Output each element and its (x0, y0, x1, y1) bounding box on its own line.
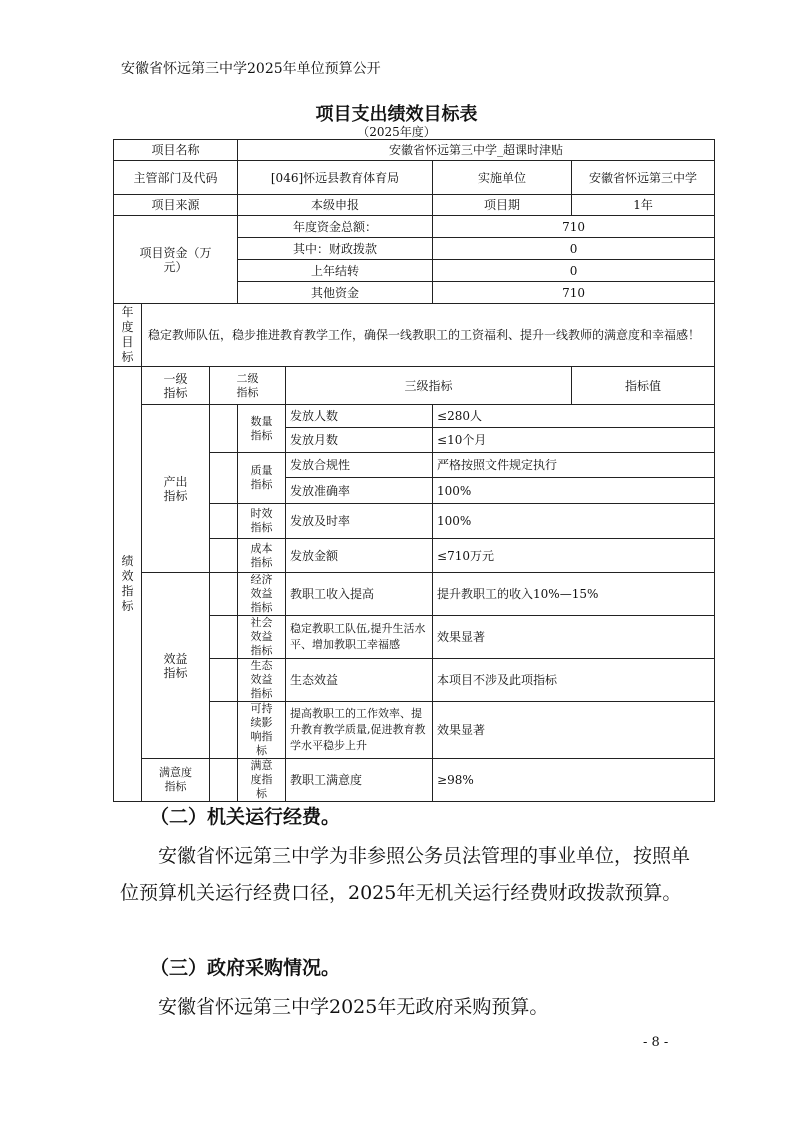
fund-value: 0 (433, 238, 715, 260)
period-value: 1年 (572, 195, 715, 216)
fund-value: 710 (433, 282, 715, 304)
perf-indicators-label: 绩效指标 (114, 367, 142, 802)
indicator-value: ≤10个月 (433, 428, 715, 453)
blank-cell (210, 504, 238, 539)
indicator-name: 生态效益 (286, 659, 433, 702)
blank-cell (210, 702, 238, 759)
impl-value: 安徽省怀远第三中学 (572, 161, 715, 195)
output-indicators-label: 产出指标 (142, 405, 210, 573)
source-label: 项目来源 (114, 195, 238, 216)
indicator-value: 提升教职工的收入10%—15% (433, 573, 715, 616)
indicator-name: 发放人数 (286, 405, 433, 428)
section-body: 安徽省怀远第三中学为非参照公务员法管理的事业单位，按照单位预算机关运行经费口径，2025年无机关运行经费财政拨款预算。 (120, 845, 691, 904)
period-label: 项目期 (433, 195, 572, 216)
blank-cell (210, 539, 238, 573)
fund-value: 710 (433, 216, 715, 238)
section-body: 安徽省怀远第三中学2025年无政府采购预算。 (158, 996, 549, 1018)
indicator-name: 发放月数 (286, 428, 433, 453)
blank-cell (210, 759, 238, 802)
indicator-name: 发放及时率 (286, 504, 433, 539)
table-year: （2025年度） (357, 125, 436, 139)
dept-value: [046]怀远县教育体育局 (238, 161, 433, 195)
econ-benefit-label: 经济效益指标 (238, 573, 286, 616)
header-level2: 二级指标 (210, 367, 286, 405)
sustain-label: 可持续影响指标 (238, 702, 286, 759)
fund-label: 年度资金总额： (238, 216, 433, 238)
blank-cell (210, 573, 238, 616)
satisfaction-label: 满意度指标 (142, 759, 210, 802)
project-name-label: 项目名称 (114, 140, 238, 161)
annual-goal-label: 年度目标 (114, 304, 142, 367)
social-benefit-label: 社会效益指标 (238, 616, 286, 659)
impl-label: 实施单位 (433, 161, 572, 195)
fund-label: 其他资金 (238, 282, 433, 304)
eco-benefit-label: 生态效益指标 (238, 659, 286, 702)
table-title: 项目支出绩效目标表 (315, 104, 478, 125)
header-value: 指标值 (572, 367, 715, 405)
fund-label: 其中：财政拨款 (238, 238, 433, 260)
indicator-value: ≤280人 (433, 405, 715, 428)
indicator-name: 发放合规性 (286, 453, 433, 478)
indicator-value: 严格按照文件规定执行 (433, 453, 715, 478)
blank-cell (210, 616, 238, 659)
section-heading: （二）机关运行经费。 (150, 806, 341, 828)
header-level3: 三级指标 (286, 367, 572, 405)
cost-label: 成本指标 (238, 539, 286, 573)
quantity-label: 数量指标 (238, 405, 286, 453)
indicator-name: 提高教职工的工作效率、提升教育教学质量,促进教育教学水平稳步上升 (286, 702, 433, 759)
project-name-value: 安徽省怀远第三中学_超课时津贴 (238, 140, 715, 161)
indicator-name: 稳定教职工队伍,提升生活水平、增加教职工幸福感 (286, 616, 433, 659)
benefit-indicators-label: 效益指标 (142, 573, 210, 759)
timeliness-label: 时效指标 (238, 504, 286, 539)
blank-cell (210, 405, 238, 453)
indicator-value: 100% (433, 504, 715, 539)
indicator-value: ≥98% (433, 759, 715, 802)
header-level1: 一级指标 (142, 367, 210, 405)
blank-cell (210, 453, 238, 504)
indicator-value: ≤710万元 (433, 539, 715, 573)
quality-label: 质量指标 (238, 453, 286, 504)
funds-label: 项目资金（万元） (114, 216, 238, 304)
satisfaction-l2-label: 满意度指标 (238, 759, 286, 802)
indicator-value: 本项目不涉及此项指标 (433, 659, 715, 702)
source-value: 本级申报 (238, 195, 433, 216)
indicator-name: 发放准确率 (286, 478, 433, 504)
blank-cell (210, 659, 238, 702)
fund-label: 上年结转 (238, 260, 433, 282)
running-head: 安徽省怀远第三中学2025年单位预算公开 (121, 61, 381, 77)
indicator-value: 100% (433, 478, 715, 504)
fund-value: 0 (433, 260, 715, 282)
indicator-name: 发放金额 (286, 539, 433, 573)
performance-table (113, 139, 715, 802)
annual-goal-text: 稳定教师队伍，稳步推进教育教学工作，确保一线教职工的工资福利、提升一线教师的满意度和幸福感！ (142, 304, 715, 367)
indicator-value: 效果显著 (433, 702, 715, 759)
indicator-name: 教职工满意度 (286, 759, 433, 802)
section-heading: （三）政府采购情况。 (150, 957, 341, 979)
dept-label: 主管部门及代码 (114, 161, 238, 195)
page-number: - 8 - (643, 1035, 669, 1050)
indicator-value: 效果显著 (433, 616, 715, 659)
indicator-name: 教职工收入提高 (286, 573, 433, 616)
